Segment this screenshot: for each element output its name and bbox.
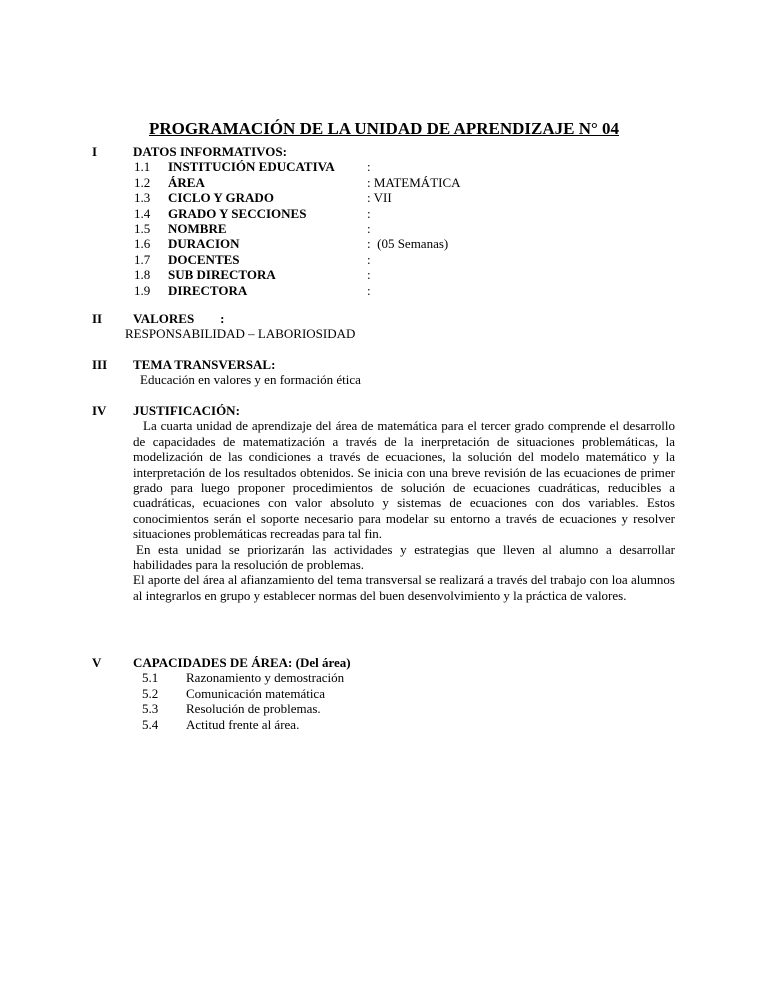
item-number: 5.3 [142, 701, 159, 717]
item-label: SUB DIRECTORA [168, 267, 276, 283]
item-value: : (05 Semanas) [367, 236, 449, 252]
section-number: III [92, 357, 108, 372]
section-number: V [92, 655, 102, 670]
item-number: 1.1 [134, 159, 151, 175]
valores-text: RESPONSABILIDAD – LABORIOSIDAD [125, 326, 356, 342]
info-row [133, 190, 682, 205]
item-number: 1.4 [134, 205, 151, 221]
item-label: DIRECTORA [168, 282, 248, 298]
capacity-row [133, 701, 682, 716]
section-tema-transversal [92, 357, 682, 388]
item-label: Comunicación matemática [186, 685, 325, 701]
item-label: DOCENTES [168, 251, 240, 267]
info-row [133, 221, 682, 236]
item-label: INSTITUCIÓN EDUCATIVA [168, 159, 335, 175]
item-value: : [367, 159, 371, 175]
section-number: IV [92, 403, 107, 418]
info-row [133, 252, 682, 267]
item-value: : [367, 251, 371, 267]
item-label: CICLO Y GRADO [168, 190, 274, 206]
item-number: 5.2 [142, 685, 159, 701]
item-number: 5.1 [142, 670, 159, 686]
section-heading: TEMA TRANSVERSAL: [133, 357, 276, 372]
section-heading: CAPACIDADES DE ÁREA: (Del área) [133, 655, 351, 670]
item-label: Razonamiento y demostración [186, 670, 345, 686]
justification-paragraph: La cuarta unidad de aprendizaje del área de matemática para el tercer grado comprende el desarrollo de capacidades de matematización a través de la inerpretación de situaciones problemáticas, la modelización de las condiciones a través de ecuaciones, la solución del modelo matemático y la interpretación de los resultados obtenidos. Se inicia con una breve revisión de las ecuaciones de primer grado para luego proponer procedimientos de solución de ecuaciones cuadráticas, reducibles a cuadráticas, ecuaciones con valor absoluto y sistemas de ecuaciones con dos variables. Estos conocimientos serán el soporte necesario para modelar su entorno a través de ecuaciones y resolver situaciones problemáticas recreadas para tal fin. [133, 418, 675, 542]
item-number: 1.5 [134, 220, 151, 236]
info-row [133, 236, 682, 251]
section-justificacion [92, 403, 682, 603]
item-number: 1.6 [134, 236, 151, 252]
section-heading: DATOS INFORMATIVOS: [133, 144, 287, 159]
info-row [133, 159, 682, 174]
item-label: Actitud frente al área. [186, 716, 300, 732]
item-value: : [367, 267, 371, 283]
item-number: 1.3 [134, 190, 151, 206]
section-valores [92, 311, 682, 342]
justification-paragraph: El aporte del área al afianzamiento del tema transversal se realizará a través del trabajo con loa alumnos al integrarlos en grupo y establecer normas del buen desenvolvimiento y la práctica de valores. [133, 572, 675, 603]
item-label: ÁREA [168, 174, 205, 190]
item-value: : MATEMÁTICA [367, 174, 461, 190]
capacity-row [133, 686, 682, 701]
item-number: 1.9 [134, 282, 151, 298]
section-heading: JUSTIFICACIÓN: [133, 403, 240, 418]
item-value: : VII [367, 190, 392, 206]
info-row [133, 175, 682, 190]
item-label: Resolución de problemas. [186, 701, 321, 717]
info-row [133, 206, 682, 221]
section-number: I [92, 144, 98, 159]
item-number: 1.2 [134, 174, 151, 190]
item-number: 5.4 [142, 716, 159, 732]
capacity-row [133, 717, 682, 732]
item-value: : [367, 220, 371, 236]
document-title: PROGRAMACIÓN DE LA UNIDAD DE APRENDIZAJE N° 04 [148, 119, 620, 138]
capacity-row [133, 670, 682, 685]
section-capacidades [92, 655, 682, 732]
item-label: GRADO Y SECCIONES [168, 205, 307, 221]
item-label: NOMBRE [168, 220, 227, 236]
tema-text: Educación en valores y en formación ética [140, 372, 361, 388]
info-row [133, 267, 682, 282]
item-number: 1.7 [134, 251, 151, 267]
section-number: II [92, 311, 103, 326]
info-row [133, 283, 682, 298]
item-value: : [367, 205, 371, 221]
item-label: DURACION [168, 236, 240, 252]
section-datos-informativos [92, 144, 682, 298]
item-number: 1.8 [134, 267, 151, 283]
section-heading: VALORES : [133, 311, 225, 326]
item-value: : [367, 282, 371, 298]
justification-paragraph: En esta unidad se priorizarán las actividades y estrategias que lleven al alumno a desarrollar habilidades para la resolución de problemas. [133, 541, 675, 573]
